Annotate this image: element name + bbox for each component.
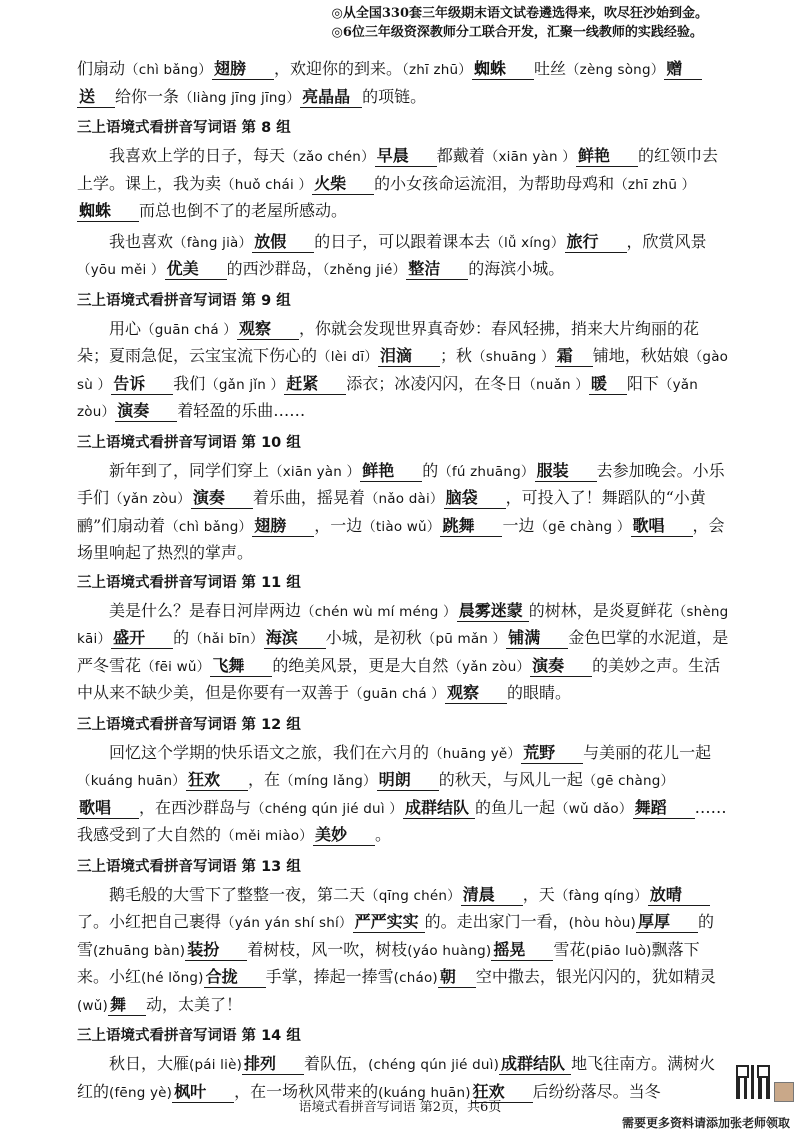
answer-blank: 霜 <box>555 346 593 367</box>
answer-blank: 枫叶 <box>172 1082 234 1103</box>
answer-blank: 舞 <box>108 995 146 1016</box>
text-segment: 们扇动 <box>77 59 126 78</box>
pinyin-prompt: （yǎn zòu） <box>77 376 699 420</box>
pinyin-prompt: （qīng chén） <box>365 887 461 904</box>
exercise-paragraph <box>77 229 729 284</box>
text-segment: 的海滨小城。 <box>468 259 565 278</box>
text-segment: 添衣；冰凌闪闪，在冬日 <box>346 373 523 393</box>
pinyin-prompt: （hǎi bīn） <box>189 631 264 647</box>
footer-note: 需要更多资料请添加张老师领取 <box>621 1116 790 1130</box>
answer-blank: 海滨 <box>264 628 326 649</box>
text-segment: 用心 <box>109 318 142 338</box>
pinyin-prompt: （chén wù mí méng ） <box>301 603 457 620</box>
pinyin-prompt: (wǔ) <box>77 997 108 1014</box>
answer-blank: 装扮 <box>185 940 247 961</box>
answer-blank: 赠 <box>664 59 702 80</box>
worksheet-content <box>77 56 729 1111</box>
text-segment: 吐丝 <box>533 59 566 78</box>
text-segment: ，可投入了！舞蹈队的“小黄鹂”们扇动着 <box>77 488 706 535</box>
text-segment: 的眼睛。 <box>507 683 572 702</box>
answer-blank: 歌唱 <box>77 798 139 819</box>
text-segment: 着树枝，风一吹，树枝 <box>247 939 408 959</box>
pinyin-prompt: （tiào wǔ） <box>362 518 441 535</box>
answer-blank: 翅膀 <box>252 516 314 537</box>
answer-blank: 演奏 <box>191 488 253 509</box>
text-segment: 的绝美风景，更是大自然 <box>272 655 449 675</box>
pinyin-prompt: （chì bǎng） <box>125 62 213 78</box>
text-segment: 的 <box>422 460 439 480</box>
pinyin-prompt: （fēi wǔ） <box>141 658 211 675</box>
group-title: 三上语境式看拼音写词语 第 8 组 <box>77 120 291 136</box>
exercise-paragraph <box>77 598 729 708</box>
answer-blank: 送 <box>77 87 115 108</box>
pinyin-prompt: （wǔ dǎo） <box>555 800 633 817</box>
text-segment: 的美妙之声。生活中从来不缺少美，但是你要有一双善于 <box>77 655 721 702</box>
text-segment: 鹅毛般的大雪下了整整一夜，第二天 <box>109 884 366 904</box>
exercise-paragraph <box>77 316 729 426</box>
text-segment: ，在西沙群岛与 <box>139 797 252 817</box>
pinyin-prompt: (piāo luò) <box>585 942 652 959</box>
pinyin-prompt: （yǎn zòu） <box>448 658 531 675</box>
exercise-groups <box>77 116 729 1106</box>
text-segment: 铺地，秋姑娘 <box>592 346 689 365</box>
pinyin-prompt: (zhuāng bàn) <box>93 942 186 959</box>
pinyin-prompt: （zhī zhū ） <box>614 176 696 193</box>
pinyin-prompt: （nuǎn ） <box>522 376 589 393</box>
text-segment: 一边 <box>502 515 535 535</box>
pinyin-prompt: （nǎo dài） <box>364 491 444 507</box>
text-segment: 的项链。 <box>362 86 427 106</box>
text-segment: ，在一场秋风带来的 <box>234 1081 379 1101</box>
pinyin-prompt: （guān chá ） <box>141 321 238 338</box>
text-segment: 。 <box>374 825 391 844</box>
answer-blank: 观察 <box>237 319 299 340</box>
header-line-1: ◎从全国330套三年级期末语文试卷遴选得来，吹尽狂沙始到金。 <box>331 6 708 21</box>
text-segment: 都戴着 <box>436 146 485 165</box>
pinyin-prompt: （chéng qún jié duì ） <box>251 800 403 817</box>
text-segment: ……我感受到了大自然的 <box>77 797 727 844</box>
exercise-paragraph <box>77 143 729 224</box>
text-segment: 的红领巾去上学。课上，我为卖 <box>77 146 718 193</box>
answer-blank: 晨雾迷蒙 <box>457 601 529 622</box>
exercise-group <box>77 116 729 284</box>
text-segment: 着乐曲，摇晃着 <box>252 488 365 507</box>
pinyin-prompt: （guān chá ） <box>349 686 446 702</box>
exercise-group <box>77 571 729 708</box>
answer-blank: 旅行 <box>565 232 627 253</box>
pinyin-prompt: （fàng qíng） <box>554 887 648 904</box>
text-segment: 的日子，可以跟着课本去 <box>314 231 491 251</box>
exercise-paragraph <box>77 740 729 850</box>
group-title: 三上语境式看拼音写词语 第 9 组 <box>77 292 291 309</box>
answer-blank: 泪滴 <box>378 346 440 367</box>
answer-blank: 飞舞 <box>210 656 272 677</box>
pinyin-prompt: （pū mǎn ） <box>421 631 507 647</box>
answer-blank: 歌唱 <box>631 516 693 537</box>
pinyin-prompt: （gē chàng） <box>582 773 675 789</box>
pinyin-prompt: （yǎn zòu） <box>109 491 191 507</box>
answer-blank: 演奏 <box>115 401 177 422</box>
answer-blank: 狂欢 <box>186 770 248 791</box>
pinyin-prompt: （měi miào） <box>221 828 313 844</box>
text-segment: 着轻盈的乐曲…… <box>177 401 306 420</box>
pinyin-prompt: （yán yán shí shí） <box>221 915 353 931</box>
text-segment: 回忆这个学期的快乐语文之旅，我们在六月的 <box>109 742 430 762</box>
answer-blank: 蜘蛛 <box>77 201 139 222</box>
pinyin-prompt: (cháo) <box>393 970 438 986</box>
pinyin-prompt: （gǎn jǐn ） <box>205 376 285 393</box>
page-header <box>332 4 708 42</box>
text-segment: 手掌，捧起一捧雪 <box>265 967 394 986</box>
text-segment: 小城，是初秋 <box>325 628 422 647</box>
pinyin-prompt: （gào sù ） <box>77 349 729 393</box>
pinyin-prompt: （zèng sòng） <box>565 62 665 78</box>
group-title: 三上语境式看拼音写词语 第 14 组 <box>77 1028 301 1044</box>
answer-blank: 暖 <box>589 374 627 395</box>
text-segment: ，在 <box>248 770 281 789</box>
exercise-paragraph <box>77 458 729 566</box>
answer-blank: 严严实实 <box>353 912 425 933</box>
pinyin-prompt: （zhěng jié） <box>322 262 407 278</box>
text-segment: 的 <box>173 628 190 647</box>
answer-blank: 舞蹈 <box>633 798 695 819</box>
answer-blank: 放晴 <box>648 885 710 906</box>
group-title: 三上语境式看拼音写词语 第 11 组 <box>77 574 301 591</box>
text-segment: 着队伍， <box>304 1054 369 1073</box>
group-title: 三上语境式看拼音写词语 第 13 组 <box>77 858 301 875</box>
pinyin-prompt: (hé lǒng) <box>141 970 204 986</box>
answer-blank: 早晨 <box>375 146 437 167</box>
text-segment: ；秋 <box>440 346 473 365</box>
text-segment: 我喜欢上学的日子，每天 <box>109 146 286 165</box>
pinyin-prompt: （yōu měi ） <box>77 262 165 278</box>
answer-blank: 翅膀 <box>212 59 274 80</box>
answer-blank: 整洁 <box>406 259 468 280</box>
answer-blank: 朝 <box>438 967 476 988</box>
answer-blank: 铺满 <box>506 628 568 649</box>
text-segment: ，会场里响起了热烈的掌声。 <box>77 515 725 562</box>
pinyin-prompt: （lǚ xíng） <box>490 234 565 251</box>
text-segment: 我也喜欢 <box>109 231 174 251</box>
pinyin-prompt: （kuáng huān） <box>77 773 186 789</box>
pinyin-prompt: （zǎo chén） <box>285 149 375 165</box>
answer-blank: 优美 <box>165 259 227 280</box>
text-segment: 秋日，大雁 <box>109 1054 190 1073</box>
text-segment: ，天 <box>522 884 555 904</box>
text-segment: ，欢迎你的到来。 <box>274 59 403 78</box>
answer-blank: 亮晶晶 <box>300 87 362 108</box>
text-segment: 的小女孩命运流泪，为帮助母鸡和 <box>374 173 615 193</box>
text-segment: 的树林，是炎夏鲜花 <box>528 600 673 620</box>
header-line-2: ◎6位三年级资深教师分工联合开发，汇聚一线教师的实践经验。 <box>331 25 703 40</box>
text-segment: ，欣赏风景 <box>626 231 707 251</box>
pinyin-prompt: （fàng jià） <box>173 234 253 251</box>
answer-blank: 清晨 <box>461 885 523 906</box>
text-segment: 飘落下来。小红 <box>77 939 700 986</box>
answer-blank: 美妙 <box>313 825 375 846</box>
pinyin-prompt: (hòu hòu) <box>568 915 637 931</box>
text-segment: 的雪 <box>77 912 715 959</box>
group-title: 三上语境式看拼音写词语 第 12 组 <box>77 716 301 733</box>
answer-blank: 成群结队 <box>499 1054 571 1075</box>
answer-blank: 荒野 <box>521 743 583 764</box>
text-segment: 的西沙群岛， <box>226 259 323 278</box>
text-segment: 我们 <box>173 373 206 393</box>
answer-blank: 火柴 <box>312 174 374 195</box>
text-segment: 了。小红把自己裹得 <box>77 912 222 931</box>
answer-blank: 摇晃 <box>491 940 553 961</box>
exercise-group <box>77 855 729 1020</box>
text-segment: ，一边 <box>314 515 363 535</box>
pinyin-prompt: (chéng qún jié duì) <box>368 1057 500 1073</box>
answer-blank: 放假 <box>252 232 314 253</box>
pinyin-prompt: （huǒ chái ） <box>221 176 313 193</box>
answer-blank: 狂欢 <box>471 1082 533 1103</box>
text-segment: 的。走出家门一看， <box>424 912 569 931</box>
text-segment: 的鱼儿一起 <box>474 797 555 817</box>
text-segment: 空中撒去，银光闪闪的，犹如精灵 <box>475 967 716 986</box>
answer-blank: 鲜艳 <box>576 146 638 167</box>
page-footer: 语境式看拼音写词语 第2页，共6页 <box>298 1100 502 1115</box>
pinyin-prompt: (kuáng huān) <box>378 1084 471 1101</box>
text-segment: 雪花 <box>553 939 586 959</box>
pinyin-prompt: （shuāng ） <box>472 349 555 365</box>
answer-blank: 观察 <box>445 683 507 704</box>
text-segment: 与美丽的花儿一起 <box>583 742 712 762</box>
answer-blank: 盛开 <box>111 628 173 649</box>
pinyin-prompt: （gē chàng ） <box>534 518 631 535</box>
text-segment: 给你一条 <box>115 86 180 106</box>
exercise-group <box>77 431 729 566</box>
pinyin-prompt: （shèng kāi） <box>77 603 729 647</box>
exercise-group <box>77 713 729 850</box>
text-segment: 美是什么？是春日河岸两边 <box>109 600 302 620</box>
text-segment: 金色巴掌的水泥道，是严冬雪花 <box>77 628 729 675</box>
text-segment: 而总也倒不了的老屋所感动。 <box>139 201 348 220</box>
answer-blank: 成群结队 <box>403 798 475 819</box>
pinyin-prompt: （xiān yàn ） <box>484 149 576 165</box>
answer-blank: 明朗 <box>377 770 439 791</box>
text-segment: 的秋天，与风儿一起 <box>438 770 583 789</box>
answer-blank: 厚厚 <box>636 912 698 933</box>
pinyin-prompt: (fēng yè) <box>109 1084 173 1101</box>
exercise-group <box>77 289 729 426</box>
answer-blank: 赶紧 <box>284 374 346 395</box>
answer-blank: 合拢 <box>204 967 266 988</box>
pinyin-prompt: （míng lǎng） <box>280 773 377 789</box>
text-segment: 去参加晚会。小乐手们 <box>77 460 725 507</box>
pinyin-prompt: （fú zhuāng） <box>438 463 535 480</box>
pinyin-prompt: (pái liè) <box>189 1057 243 1073</box>
pinyin-prompt: (yáo huàng) <box>407 942 492 959</box>
answer-blank: 跳舞 <box>440 516 502 537</box>
qr-code-icon <box>736 1065 770 1099</box>
text-segment: 后纷纷落尽。当冬 <box>532 1081 661 1101</box>
pinyin-prompt: （zhī zhū） <box>402 62 472 78</box>
pinyin-prompt: （lèi dī） <box>317 349 379 365</box>
intro-paragraph <box>77 56 729 111</box>
text-segment: 新年到了，同学们穿上 <box>109 460 270 480</box>
group-title: 三上语境式看拼音写词语 第 10 组 <box>77 434 301 451</box>
pinyin-prompt: （xiān yàn ） <box>269 463 361 480</box>
text-segment: 阳下 <box>626 373 659 393</box>
answer-blank: 蜘蛛 <box>472 59 534 80</box>
answer-blank: 排列 <box>242 1054 304 1075</box>
answer-blank: 服装 <box>535 461 597 482</box>
answer-blank: 脑袋 <box>444 488 506 509</box>
answer-blank: 告诉 <box>111 374 173 395</box>
text-segment: ，你就会发现世界真奇妙：春风轻拂，捎来大片绚丽的花朵；夏雨急促，云宝宝流下伤心的 <box>77 318 700 365</box>
pinyin-prompt: （chì bǎng） <box>165 518 253 535</box>
text-segment: 地飞往南方。满树火红的 <box>77 1054 716 1101</box>
exercise-paragraph <box>77 882 729 1020</box>
pinyin-prompt: （huāng yě） <box>429 745 522 762</box>
pinyin-prompt: （liàng jīng jīng） <box>179 89 301 106</box>
text-segment: 动，太美了！ <box>145 994 242 1014</box>
answer-blank: 鲜艳 <box>360 461 422 482</box>
exercise-group <box>77 1024 729 1106</box>
answer-blank: 演奏 <box>530 656 592 677</box>
